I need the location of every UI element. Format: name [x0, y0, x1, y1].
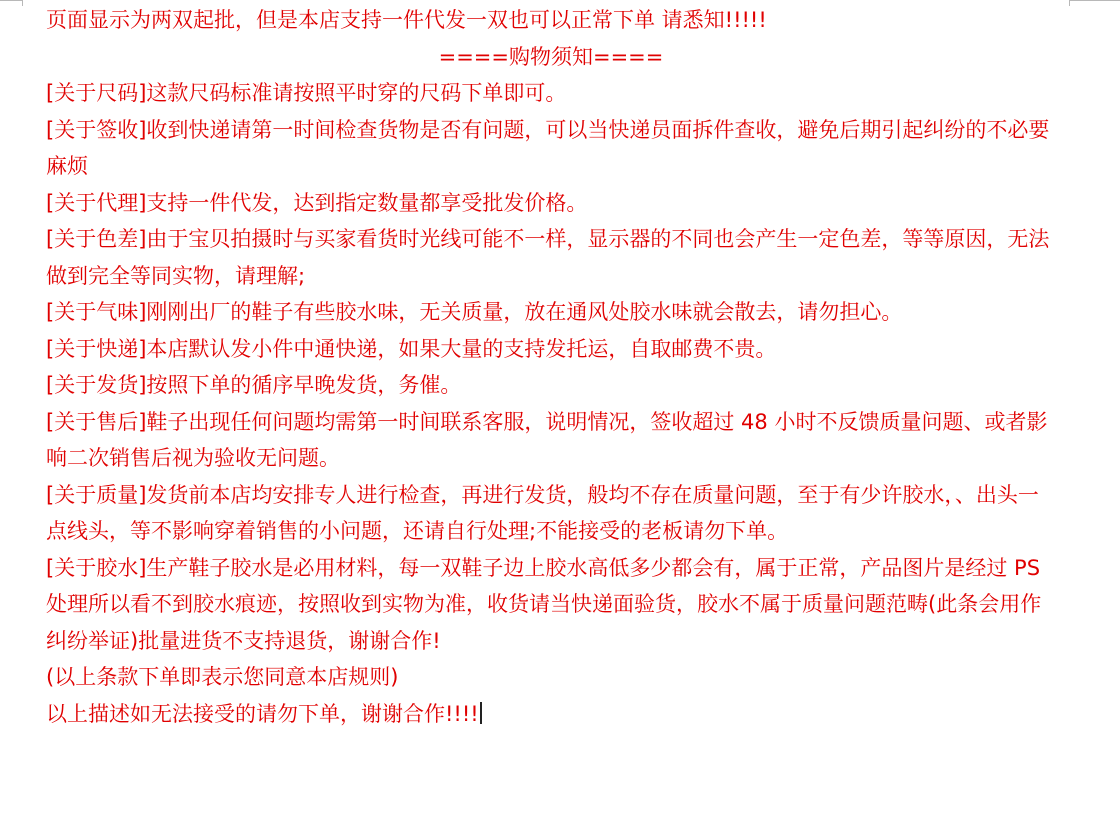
notice-item-shipping: [关于发货]按照下单的循序早晚发货，务催。 [46, 373, 462, 397]
crop-mark-top-left [0, 0, 22, 1]
notice-item-after-sales: [关于售后]鞋子出现任何问题均需第一时间联系客服，说明情况，签收超过 48 小时不反馈质量问题、或者影响二次销售后视为验收无问题。 [46, 409, 1048, 470]
notice-item-agency: [关于代理]支持一件代发，达到指定数量都享受批发价格。 [46, 190, 588, 215]
closing-line: 以上描述如无法接受的请勿下单，谢谢合作!!!! [46, 701, 479, 726]
closing-line-row [46, 696, 1056, 733]
notice-item-size: [关于尺码]这款尺码标准请按照平时穿的尺码下单即可。 [46, 81, 567, 105]
notice-item-color-difference: [关于色差]由于宝贝拍摄时与买家看货时光线可能不一样，显示器的不同也会产生一定色差，等等原因，无法做到完全等同实物，请理解; [46, 227, 1050, 288]
terms-note: (以上条款下单即表示您同意本店规则) [46, 665, 399, 689]
notice-item-glue: [关于胶水]生产鞋子胶水是必用材料，每一双鞋子边上胶水高低多少都会有，属于正常，产品图片是经过 PS 处理所以看不到胶水痕迹，按照收到实物为准，收货请当快递面验货，胶水不属于质量问题范畴(此条会用作纠纷举证)批量进货不支持退货，谢谢合作! [46, 555, 1042, 653]
text-cursor [480, 702, 482, 724]
shopping-notice-heading: ====购物须知==== [438, 44, 664, 69]
notice-item-signing: [关于签收]收到快递请第一时间检查货物是否有问题，可以当快递员面拆件查收，避免后期引起纠纷的不必要麻烦 [46, 117, 1050, 178]
crop-mark-top-right [1070, 0, 1120, 1]
notice-item-smell: [关于气味]刚刚出厂的鞋子有些胶水味，无关质量，放在通风处胶水味就会散去，请勿担心。 [46, 300, 903, 324]
notice-item-express: [关于快递]本店默认发小件中通快递，如果大量的支持发托运，自取邮费不贵。 [46, 336, 777, 361]
crop-mark-top-right-vertical [1069, 0, 1070, 6]
crop-mark-top-left-vertical [22, 0, 23, 6]
notice-line: 页面显示为两双起批，但是本店支持一件代发一双也可以正常下单 请悉知!!!!! [46, 8, 767, 32]
notice-item-quality: [关于质量]发货前本店均安排专人进行检查，再进行发货，般均不存在质量问题，至于有少许胶水，、出头一点线头，等不影响穿着销售的小问题，还请自行处理;不能接受的老板请勿下单。 [46, 482, 1039, 543]
document-body[interactable] [46, 2, 1056, 732]
